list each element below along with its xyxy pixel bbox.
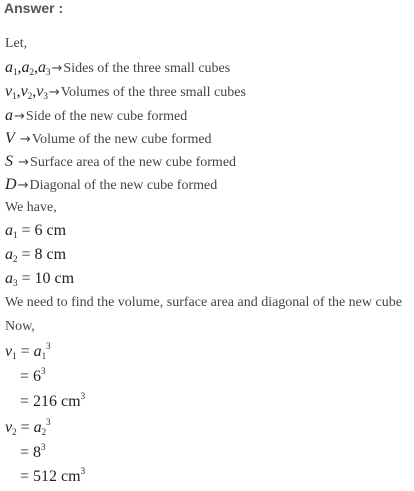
we-have-text: We have, <box>5 200 57 215</box>
task-text: We need to find the volume, surface area and diagonal of the new cube <box>5 295 402 310</box>
now-text: Now, <box>5 319 35 334</box>
definition-diagonal-new: D→Diagonal of the new cube formed <box>5 176 218 193</box>
v2-substitution: = $8^3$ <box>20 442 46 461</box>
definition-sides: $a_1,a_2,a_3\to Sides$ of the three small cubes <box>5 59 231 77</box>
arrow-icon: → <box>14 109 25 124</box>
arrow-icon: → <box>15 132 31 147</box>
v1-result: = 216 $cm^3$ <box>20 391 86 410</box>
v2-result: = 512 $cm^3$ <box>20 466 86 485</box>
definition-volumes: $v_1,v_2,v_3\to Volumes$ of the three small cubes <box>5 83 246 101</box>
given-a2: $a_2 = 8$ cm <box>5 246 67 264</box>
arrow-icon: → <box>51 61 63 76</box>
arrow-icon: → <box>14 155 30 170</box>
definition-volume-new: V →Volume of the new cube formed <box>5 130 212 147</box>
v1-formula: $v_1 = a_1^3$ <box>5 341 51 361</box>
given-a1: $a_1 = 6$ cm <box>5 222 67 240</box>
arrow-icon: → <box>17 178 29 193</box>
intro-text: Let, <box>5 36 28 51</box>
definition-side-new: a→Side of the new cube formed <box>5 107 188 124</box>
v2-formula: $v_2 = a_2^3$ <box>5 417 51 437</box>
arrow-icon: → <box>48 85 60 100</box>
answer-heading: Answer : <box>4 0 64 16</box>
v1-substitution: = $6^3$ <box>20 366 46 385</box>
definition-surface-new: S →Surface area of the new cube formed <box>5 153 237 170</box>
given-a3: $a_3 = 10$ cm <box>5 270 75 288</box>
